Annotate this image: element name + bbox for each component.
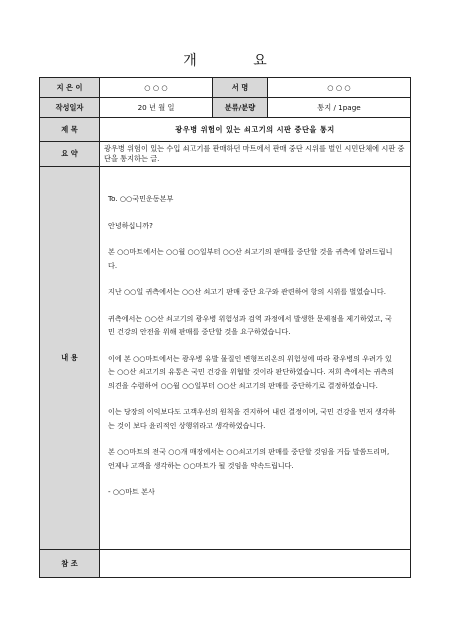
summary-label: 요 약 — [40, 142, 100, 167]
signature-line: - ○○마트 본사 — [108, 487, 155, 496]
subject-value: 광우병 위험이 있는 쇠고기의 시판 중단을 통지 — [100, 118, 411, 142]
overview-table — [39, 77, 411, 578]
signature-label: 서 명 — [213, 78, 268, 98]
category-label: 분류/분량 — [213, 98, 268, 118]
content-body — [100, 167, 411, 550]
paragraph-protest: 지난 ○○일 귀측에서는 ○○산 쇠고기 판매 중단 요구와 관련하여 항의 시위를 벌였습니다. — [108, 287, 386, 296]
category-value: 통지 / 1page — [268, 98, 411, 118]
author-label: 지 은 이 — [40, 78, 100, 98]
paragraph-concerns: 귀측에서는 ○○산 쇠고기의 광우병 위험성과 검역 과정에서 발생한 문제점을 제기하였고, 국민 건강의 안전을 위해 판매를 중단할 것을 요구하였습니다. — [108, 313, 392, 336]
paragraph-decision: 이에 본 ○○마트에서는 광우병 유발 물질인 변형프리온의 위험성에 따라 광우병의 우려가 있는 ○○산 쇠고기의 유통은 국민 건강을 위협할 것이라 판단하였습니다. 저희 측에서는 귀측의 의견을 수렴하여 ○○월 ○○일부터 ○○산 쇠고기의 판매를 중단하기로 결정하였습니다. — [108, 353, 395, 390]
greeting: 안녕하십니까? — [108, 220, 153, 230]
date-value: 20 년 월 일 — [100, 98, 213, 118]
paragraph-notice: 본 ○○마트에서는 ○○월 ○○일부터 ○○산 쇠고기의 판매를 중단할 것을 귀측에 알려드립니다. — [108, 247, 393, 270]
subject-label: 제 목 — [40, 118, 100, 142]
reference-row — [40, 550, 411, 578]
summary-row — [40, 142, 411, 167]
document-title: 개 요 — [183, 53, 293, 69]
content-row — [40, 167, 411, 550]
subject-row — [40, 118, 411, 142]
reference-value — [100, 550, 411, 578]
summary-value: 광우병 위험이 있는 수입 쇠고기를 판매하던 마트에서 판매 중단 시위를 벌인 시민단체에 시판 중단을 통지하는 글. — [100, 142, 411, 167]
paragraph-principle: 이는 당장의 이익보다도 고객우선의 원칙을 견지하여 내린 결정이며, 국민 건강을 먼저 생각하는 것이 보다 윤리적인 상행위라고 생각하였습니다. — [108, 407, 396, 430]
date-label: 작성일자 — [40, 98, 100, 118]
salutation-recipient: To. ○○국민운동본부 — [108, 194, 174, 203]
content-label: 내 용 — [40, 167, 100, 550]
author-row — [40, 78, 411, 98]
date-row — [40, 98, 411, 118]
author-value: ○ ○ ○ — [100, 78, 213, 98]
signature-value: ○ ○ ○ — [268, 78, 411, 98]
reference-label: 참 조 — [40, 550, 100, 578]
paragraph-promise: 본 ○○마트의 전국 ○○개 매장에서는 ○○쇠고기의 판매를 중단할 것임을 거듭 말씀드리며, 언제나 고객을 생각하는 ○○마트가 될 것임을 약속드립니다. — [108, 447, 390, 470]
